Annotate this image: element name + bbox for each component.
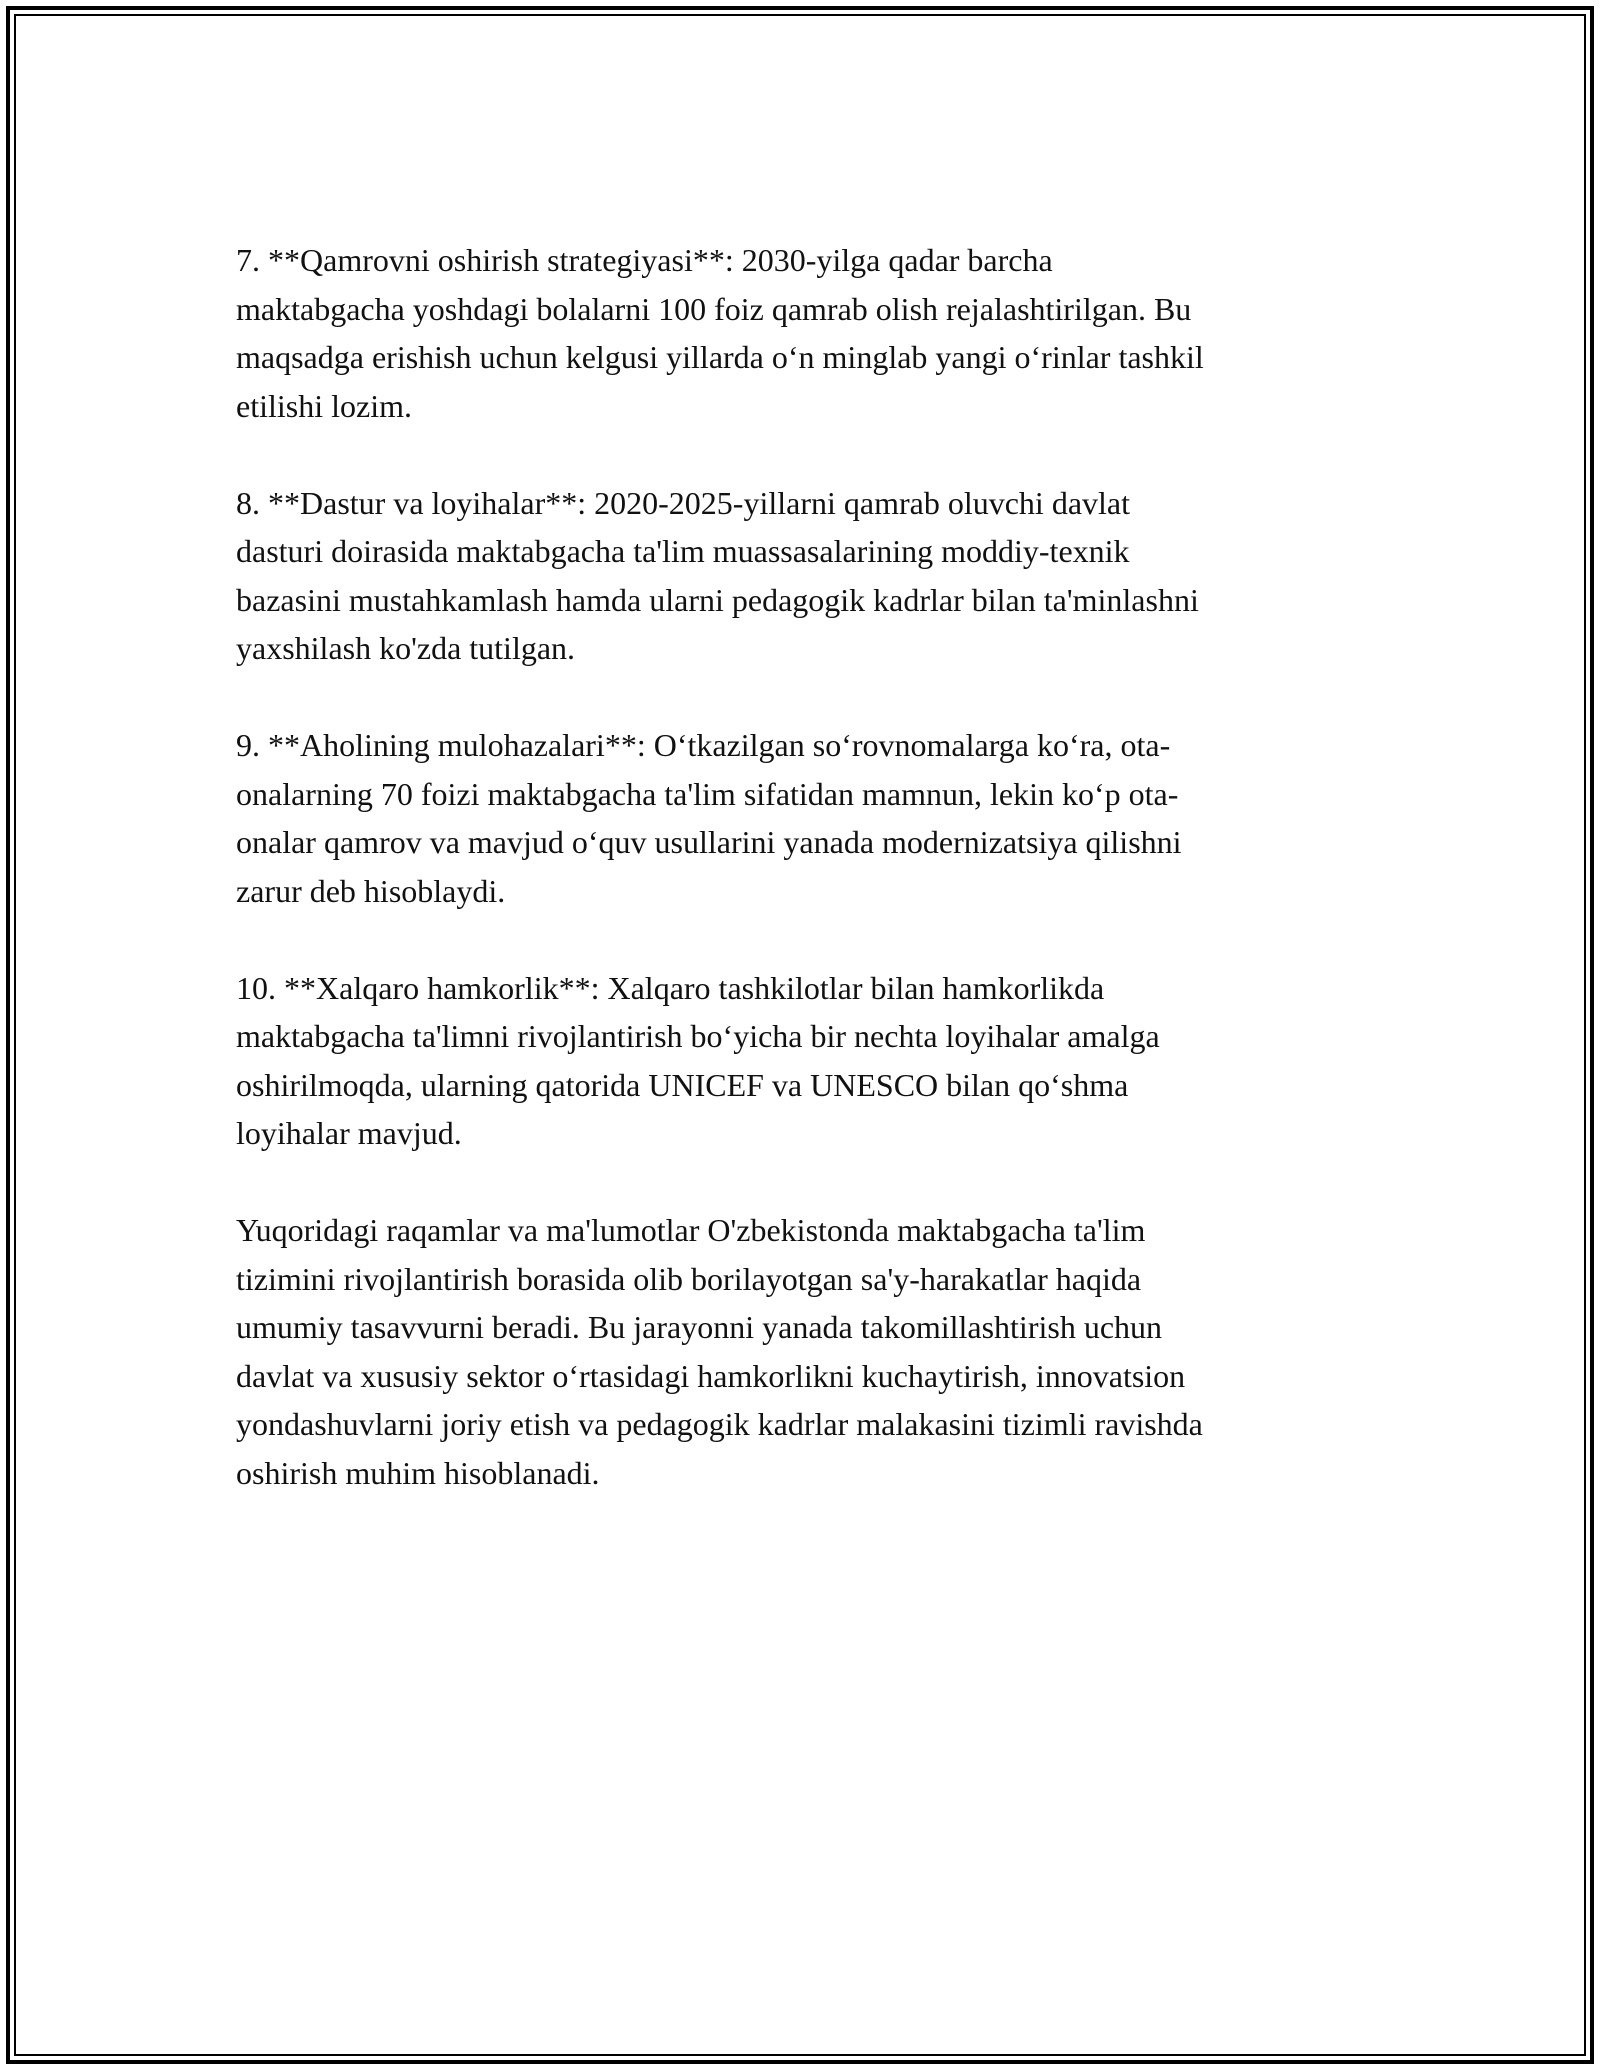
paragraph-item-10: 10. **Xalqaro hamkorlik**: Xalqaro tashkilotlar bilan hamkorlikda maktabgacha ta'limni rivojlantirish bo‘yicha bir nechta loyihalar amalga oshirilmoqda, ularning qatorida UNICEF va UNESCO bilan qo‘shma loyihalar mavjud. [236, 969, 1160, 1151]
paragraph-item-9: 9. **Aholining mulohazalari**: O‘tkazilgan so‘rovnomalarga ko‘ra, ota- onalarning 70 foizi maktabgacha ta'lim sifatidan mamnun, lekin ko‘p ota- onalar qamrov va mavjud o‘quv usullarini yanada modernizatsiya qilishni zarur deb hisoblaydi. [236, 727, 1182, 909]
paragraph-item-7: 7. **Qamrovni oshirish strategiyasi**: 2030-yilga qadar barcha maktabgacha yoshdagi bolalarni 100 foiz qamrab olish rejalashtirilgan. Bu maqsadga erishish uchun kelgusi yillarda o‘n minglab yangi o‘rinlar tashkil etilishi lozim. [236, 242, 1204, 424]
paragraph-item-8: 8. **Dastur va loyihalar**: 2020-2025-yillarni qamrab oluvchi davlat dasturi doirasida maktabgacha ta'lim muassasalarining moddiy-texnik bazasini mustahkamlash hamda ularni pedagogik kadrlar bilan ta'minlashni yaxshilash ko'zda tutilgan. [236, 484, 1199, 666]
paragraph-conclusion: Yuqoridagi raqamlar va ma'lumotlar O'zbekistonda maktabgacha ta'lim tizimini rivojlantirish borasida olib borilayotgan sa'y-harakatlar haqida umumiy tasavvurni beradi. Bu jarayonni yanada takomillashtirish uchun davlat va xususiy sektor o‘rtasidagi hamkorlikni kuchaytirish, innovatsion yondashuvlarni joriy etish va pedagogik kadrlar malakasini tizimli ravishda oshirish muhim hisoblanadi. [236, 1212, 1203, 1491]
document-body [236, 236, 1366, 1546]
